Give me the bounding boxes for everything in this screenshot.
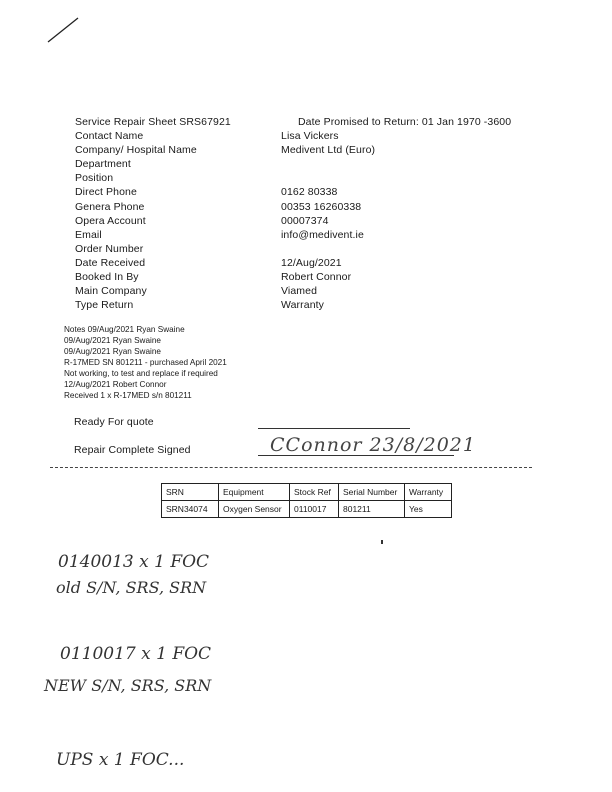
notes-block — [64, 324, 227, 401]
note-line: R-17MED SN 801211 - purchased April 2021 — [64, 358, 227, 367]
ready-signature-line — [258, 428, 410, 429]
table-row — [162, 501, 452, 518]
note-line: 09/Aug/2021 Ryan Swaine — [64, 347, 161, 356]
field-label: Genera Phone — [75, 200, 145, 213]
field-label: Date Received — [75, 256, 146, 269]
table-cell: Yes — [405, 501, 452, 518]
section-divider — [50, 467, 532, 468]
handwritten-note: old S/N, SRS, SRN — [56, 578, 207, 597]
repair-complete-label: Repair Complete Signed — [74, 444, 191, 456]
pen-mark — [45, 15, 81, 45]
field-label: Contact Name — [75, 130, 144, 142]
field-value: Robert Connor — [281, 271, 352, 283]
field-value: Lisa Vickers — [281, 130, 339, 142]
repair-signature-line — [258, 455, 454, 456]
table-cell: Oxygen Sensor — [219, 501, 290, 518]
handwritten-note: 0110017 x 1 FOC — [60, 644, 212, 664]
field-value: 12/Aug/2021 — [281, 256, 342, 269]
table-cell: 0110017 — [290, 501, 339, 518]
field-label: Booked In By — [75, 271, 139, 283]
table-cell: 801211 — [339, 501, 405, 518]
note-line: Not working, to test and replace if required — [64, 369, 218, 378]
handwritten-note: UPS x 1 FOC... — [56, 750, 185, 770]
column-header: SRN — [162, 484, 219, 501]
column-header: Warranty — [405, 484, 452, 501]
note-line: Received 1 x R-17MED s/n 801211 — [64, 391, 192, 400]
field-label: Department — [75, 158, 131, 171]
field-label: Order Number — [75, 242, 144, 255]
field-label: Main Company — [75, 285, 147, 298]
field-label: Position — [75, 172, 114, 185]
column-header: Serial Number — [339, 484, 405, 501]
field-label: Email — [75, 228, 102, 241]
ready-for-quote-label: Ready For quote — [74, 416, 154, 428]
field-value: Viamed — [281, 285, 318, 298]
equipment-table — [161, 483, 452, 518]
date-promised: Date Promised to Return: 01 Jan 1970 -3600 — [298, 116, 512, 128]
note-line: 09/Aug/2021 Ryan Swaine — [64, 336, 161, 345]
table-cell: SRN34074 — [162, 501, 219, 518]
field-value: 00007374 — [281, 214, 329, 227]
note-line: Notes 09/Aug/2021 Ryan Swaine — [64, 325, 185, 334]
handwritten-note: NEW S/N, SRS, SRN — [44, 676, 212, 695]
handwritten-signature: CConnor 23/8/2021 — [270, 434, 476, 456]
field-value: Medivent Ltd (Euro) — [281, 144, 376, 157]
speck-mark — [381, 540, 383, 544]
table-header-row — [162, 484, 452, 501]
field-label: Type Return — [75, 299, 134, 312]
handwritten-note: 0140013 x 1 FOC — [58, 552, 210, 572]
sheet-title: Service Repair Sheet SRS67921 — [75, 116, 231, 128]
column-header: Stock Ref — [290, 484, 339, 501]
field-label: Direct Phone — [75, 186, 137, 199]
field-value: info@medivent.ie — [281, 228, 364, 241]
field-label: Company/ Hospital Name — [75, 144, 197, 157]
field-value: 00353 16260338 — [281, 200, 362, 213]
field-value: Warranty — [281, 299, 324, 312]
field-label: Opera Account — [75, 214, 146, 227]
note-line: 12/Aug/2021 Robert Connor — [64, 380, 167, 389]
field-value: 0162 80338 — [281, 186, 338, 199]
column-header: Equipment — [219, 484, 290, 501]
